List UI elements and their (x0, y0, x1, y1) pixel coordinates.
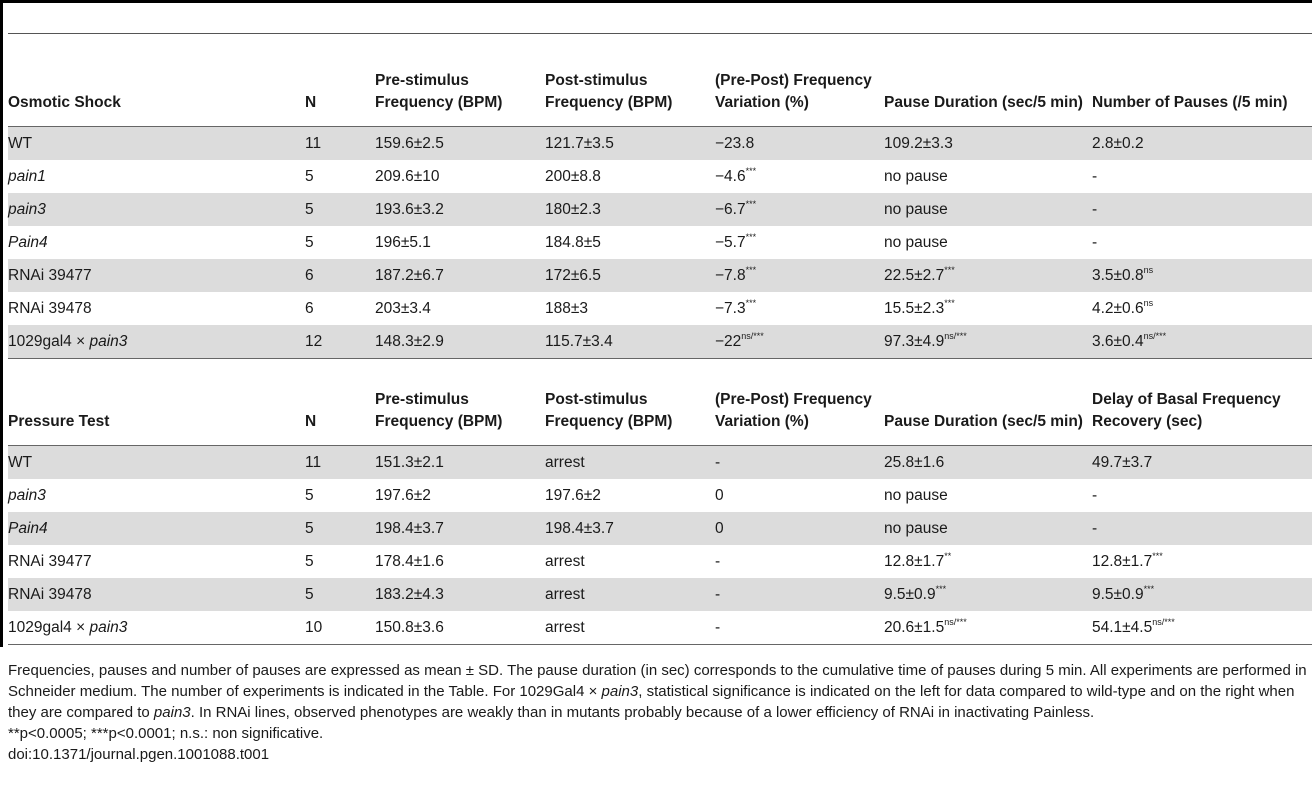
post-frequency-cell-text: 172±6.5 (545, 266, 601, 284)
pause-duration-cell-text: 109.2±3.3 (884, 134, 953, 152)
n-cell (305, 226, 375, 259)
genotype-cell-text: 1029gal4 × (8, 332, 90, 350)
genotype-cell (8, 578, 305, 611)
pause-duration-cell (884, 479, 1092, 512)
variation-cell (715, 226, 884, 259)
significance-mark: *** (745, 198, 757, 209)
n-cell (305, 512, 375, 545)
pause-count-cell-text: - (1092, 200, 1098, 218)
n-cell (305, 446, 375, 480)
pre-frequency-cell-text: 209.6±10 (375, 167, 440, 185)
pause-duration-cell-text: 97.3±4.9 (884, 332, 945, 350)
genotype-cell (8, 292, 305, 325)
genotype-cell (8, 193, 305, 226)
table-row (8, 193, 1312, 226)
table-row (8, 259, 1312, 292)
n-cell (305, 193, 375, 226)
table-row (8, 611, 1312, 645)
pre-frequency-cell-text: 151.3±2.1 (375, 453, 444, 471)
table-row (8, 479, 1312, 512)
pre-frequency-cell (375, 226, 545, 259)
genotype-cell (8, 512, 305, 545)
osmotic-shock-section (8, 40, 1312, 359)
header-cell: (Pre-Post) Frequency Variation (%) (715, 359, 884, 446)
variation-cell-text: −7.8 (715, 266, 746, 284)
table-row (8, 325, 1312, 359)
genotype-cell (8, 160, 305, 193)
recovery-delay-cell-text: 49.7±3.7 (1092, 453, 1153, 471)
pause-duration-cell-text: no pause (884, 200, 948, 218)
post-frequency-cell-text: 197.6±2 (545, 486, 601, 504)
pre-frequency-cell-text: 183.2±4.3 (375, 585, 444, 603)
variation-cell-text: - (715, 552, 721, 570)
genotype-cell-text: WT (8, 134, 33, 152)
table-row (8, 292, 1312, 325)
pre-frequency-cell-text: 203±3.4 (375, 299, 431, 317)
footnote-text: . In RNAi lines, observed phenotypes are weakly than in mutants probably because of a lower efficiency of RNAi in inactivating Painless. (190, 704, 1095, 721)
pressure-header-row (8, 359, 1312, 446)
n-cell (305, 259, 375, 292)
header-cell: Number of Pauses (/5 min) (1092, 40, 1312, 127)
significance-mark: ns/*** (1152, 616, 1175, 627)
variation-cell (715, 611, 884, 645)
variation-cell (715, 545, 884, 578)
table-row (8, 127, 1312, 161)
pre-frequency-cell (375, 259, 545, 292)
variation-cell (715, 160, 884, 193)
post-frequency-cell-text: arrest (545, 453, 585, 471)
footnote-italic: pain3 (601, 683, 639, 700)
recovery-delay-cell (1092, 611, 1312, 645)
n-cell-text: 5 (305, 167, 314, 185)
pause-duration-cell (884, 292, 1092, 325)
genotype-cell (8, 479, 305, 512)
pause-duration-cell (884, 512, 1092, 545)
post-frequency-cell (545, 446, 715, 480)
table-row (8, 226, 1312, 259)
n-cell (305, 292, 375, 325)
pause-count-cell-text: 3.6±0.4 (1092, 332, 1144, 350)
n-cell-text: 11 (305, 134, 322, 152)
footnote-significance: **p<0.0005; ***p<0.0001; n.s.: non significative. (8, 725, 324, 742)
genotype-cell-text: RNAi 39478 (8, 585, 92, 603)
pause-count-cell (1092, 325, 1312, 359)
header-cell: Post-stimulus Frequency (BPM) (545, 40, 715, 127)
genotype-cell (8, 259, 305, 292)
genotype-cell (8, 127, 305, 161)
post-frequency-cell (545, 545, 715, 578)
post-frequency-cell (545, 193, 715, 226)
recovery-delay-cell-text: 12.8±1.7 (1092, 552, 1153, 570)
pause-duration-cell-text: 22.5±2.7 (884, 266, 945, 284)
header-cell: (Pre-Post) Frequency Variation (%) (715, 40, 884, 127)
pre-frequency-cell (375, 578, 545, 611)
recovery-delay-cell-text: 9.5±0.9 (1092, 585, 1144, 603)
variation-cell-text: −23.8 (715, 134, 755, 152)
recovery-delay-cell (1092, 578, 1312, 611)
pause-count-cell (1092, 292, 1312, 325)
header-cell: Pause Duration (sec/5 min) (884, 359, 1092, 446)
genotype-cell (8, 226, 305, 259)
header-cell: N (305, 40, 375, 127)
post-frequency-cell (545, 259, 715, 292)
header-cell: Osmotic Shock (8, 40, 305, 127)
genotype-cell-text: 1029gal4 × (8, 618, 90, 636)
table-row (8, 512, 1312, 545)
table-row (8, 446, 1312, 480)
pre-frequency-cell (375, 292, 545, 325)
header-cell: Pause Duration (sec/5 min) (884, 40, 1092, 127)
genotype-cell-text: RNAi 39478 (8, 299, 92, 317)
header-cell: Pre-stimulus Frequency (BPM) (375, 359, 545, 446)
pause-count-cell (1092, 226, 1312, 259)
n-cell (305, 545, 375, 578)
post-frequency-cell-text: arrest (545, 585, 585, 603)
significance-mark: *** (944, 297, 955, 308)
header-cell: Post-stimulus Frequency (BPM) (545, 359, 715, 446)
pre-frequency-cell-text: 150.8±3.6 (375, 618, 444, 636)
post-frequency-cell-text: 115.7±3.4 (545, 332, 613, 350)
significance-mark: *** (745, 297, 757, 308)
variation-cell-text: −4.6 (715, 167, 746, 185)
left-border (0, 0, 3, 647)
post-frequency-cell (545, 325, 715, 359)
header-cell: N (305, 359, 375, 446)
significance-mark: *** (1143, 583, 1155, 594)
n-cell (305, 160, 375, 193)
post-frequency-cell-text: 180±2.3 (545, 200, 601, 218)
genotype-cell-text: WT (8, 453, 33, 471)
post-frequency-cell (545, 578, 715, 611)
pause-duration-cell (884, 259, 1092, 292)
genotype-cell-italic: pain3 (89, 332, 128, 350)
genotype-cell-text: RNAi 39477 (8, 266, 92, 284)
pause-duration-cell-text: 12.8±1.7 (884, 552, 945, 570)
table-row (8, 578, 1312, 611)
post-frequency-cell (545, 512, 715, 545)
pre-frequency-cell-text: 187.2±6.7 (375, 266, 444, 284)
pre-frequency-cell-text: 159.6±2.5 (375, 134, 444, 152)
pause-duration-cell-text: 15.5±2.3 (884, 299, 945, 317)
variation-cell-text: −6.7 (715, 200, 746, 218)
variation-cell-text: 0 (715, 519, 724, 537)
n-cell-text: 6 (305, 299, 314, 317)
pause-duration-cell (884, 611, 1092, 645)
variation-cell-text: −5.7 (715, 233, 746, 251)
variation-cell (715, 446, 884, 480)
pre-frequency-cell-text: 198.4±3.7 (375, 519, 444, 537)
header-cell: Pressure Test (8, 359, 305, 446)
table-row (8, 160, 1312, 193)
significance-mark: ns (1143, 297, 1154, 308)
pause-count-cell (1092, 160, 1312, 193)
n-cell (305, 578, 375, 611)
pause-duration-cell (884, 578, 1092, 611)
n-cell (305, 325, 375, 359)
variation-cell (715, 479, 884, 512)
pre-frequency-cell (375, 545, 545, 578)
variation-cell-text: - (715, 453, 721, 471)
pause-duration-cell-text: 9.5±0.9 (884, 585, 936, 603)
n-cell-text: 6 (305, 266, 314, 284)
n-cell-text: 5 (305, 519, 314, 537)
n-cell-text: 5 (305, 552, 314, 570)
n-cell-text: 11 (305, 453, 322, 471)
variation-cell-text: −22 (715, 332, 742, 350)
post-frequency-cell-text: arrest (545, 552, 585, 570)
pre-frequency-cell-text: 193.6±3.2 (375, 200, 444, 218)
recovery-delay-cell (1092, 512, 1312, 545)
footnote-text: Frequencies, pauses and number of pauses are expressed as mean ± SD. The pause duration (in sec) corresponds to the cumulative time of pauses during 5 min. All experiments are performed in Schneider medium. The number of experiments is indicated in the Table. For 1029Gal4 × (8, 662, 1307, 700)
genotype-cell-italic: pain1 (8, 167, 46, 185)
pressure-test-section (8, 359, 1312, 645)
pre-frequency-cell (375, 160, 545, 193)
variation-cell-text: - (715, 585, 721, 603)
genotype-cell (8, 446, 305, 480)
post-frequency-cell (545, 226, 715, 259)
genotype-cell (8, 545, 305, 578)
n-cell-text: 5 (305, 585, 314, 603)
n-cell-text: 12 (305, 332, 323, 350)
recovery-delay-cell-text: 54.1±4.5 (1092, 618, 1153, 636)
footnote-text: , statistical significance is indicated on the left for data compared to wild-type and on the right when they are compared to (8, 683, 1295, 721)
pause-duration-cell (884, 545, 1092, 578)
pause-duration-cell (884, 127, 1092, 161)
pre-frequency-cell (375, 127, 545, 161)
significance-mark: ns/*** (944, 616, 967, 627)
n-cell (305, 611, 375, 645)
table-top-rule (8, 33, 1312, 34)
top-border (0, 0, 1312, 3)
pause-duration-cell-text: no pause (884, 486, 948, 504)
variation-cell (715, 512, 884, 545)
pause-duration-cell (884, 446, 1092, 480)
post-frequency-cell (545, 160, 715, 193)
pre-frequency-cell (375, 512, 545, 545)
post-frequency-cell-text: 200±8.8 (545, 167, 601, 185)
genotype-cell-italic: pain3 (8, 486, 46, 504)
n-cell-text: 5 (305, 233, 314, 251)
recovery-delay-cell (1092, 446, 1312, 480)
pre-frequency-cell-text: 197.6±2 (375, 486, 431, 504)
recovery-delay-cell-text: - (1092, 519, 1098, 537)
variation-cell-text: - (715, 618, 721, 636)
variation-cell (715, 127, 884, 161)
significance-mark: ** (944, 550, 952, 561)
pre-frequency-cell (375, 193, 545, 226)
post-frequency-cell-text: 184.8±5 (545, 233, 601, 251)
pause-count-cell-text: 3.5±0.8 (1092, 266, 1144, 284)
variation-cell (715, 578, 884, 611)
pause-count-cell-text: - (1092, 233, 1098, 251)
header-cell: Delay of Basal Frequency Recovery (sec) (1092, 359, 1312, 446)
pre-frequency-cell (375, 446, 545, 480)
significance-mark: ns (1143, 264, 1154, 275)
genotype-cell (8, 611, 305, 645)
osmotic-header-row (8, 40, 1312, 127)
pause-count-cell-text: 4.2±0.6 (1092, 299, 1144, 317)
footnote-doi: doi:10.1371/journal.pgen.1001088.t001 (8, 746, 270, 763)
post-frequency-cell-text: arrest (545, 618, 585, 636)
pause-duration-cell-text: no pause (884, 167, 948, 185)
genotype-cell-italic: pain3 (89, 618, 128, 636)
genotype-cell-italic: Pain4 (8, 233, 48, 251)
pre-frequency-cell-text: 196±5.1 (375, 233, 431, 251)
pause-duration-cell (884, 325, 1092, 359)
n-cell-text: 5 (305, 200, 314, 218)
significance-mark: ns/*** (741, 330, 764, 341)
recovery-delay-cell (1092, 479, 1312, 512)
significance-mark: ns/*** (1143, 330, 1167, 341)
post-frequency-cell-text: 121.7±3.5 (545, 134, 614, 152)
pause-duration-cell-text: no pause (884, 233, 948, 251)
post-frequency-cell (545, 479, 715, 512)
significance-mark: *** (1152, 550, 1163, 561)
pre-frequency-cell-text: 178.4±1.6 (375, 552, 444, 570)
pause-duration-cell (884, 160, 1092, 193)
significance-mark: *** (745, 165, 757, 176)
genotype-cell (8, 325, 305, 359)
pause-duration-cell-text: 20.6±1.5 (884, 618, 945, 636)
pre-frequency-cell (375, 611, 545, 645)
genotype-cell-text: RNAi 39477 (8, 552, 92, 570)
variation-cell-text: 0 (715, 486, 724, 504)
variation-cell (715, 259, 884, 292)
pause-count-cell-text: - (1092, 167, 1098, 185)
genotype-cell-italic: Pain4 (8, 519, 48, 537)
post-frequency-cell (545, 292, 715, 325)
post-frequency-cell (545, 127, 715, 161)
post-frequency-cell-text: 188±3 (545, 299, 588, 317)
variation-cell (715, 193, 884, 226)
significance-mark: *** (935, 583, 947, 594)
genotype-cell-italic: pain3 (8, 200, 46, 218)
significance-mark: *** (745, 264, 757, 275)
table-row (8, 545, 1312, 578)
pause-count-cell (1092, 127, 1312, 161)
significance-mark: ns/*** (944, 330, 967, 341)
significance-mark: *** (944, 264, 955, 275)
footnote-description (8, 660, 1312, 723)
n-cell-text: 5 (305, 486, 314, 504)
n-cell-text: 10 (305, 618, 323, 636)
pre-frequency-cell (375, 479, 545, 512)
pre-frequency-cell-text: 148.3±2.9 (375, 332, 444, 350)
footnote-italic: pain3 (153, 704, 191, 721)
variation-cell-text: −7.3 (715, 299, 746, 317)
pause-duration-cell (884, 193, 1092, 226)
pause-count-cell (1092, 193, 1312, 226)
recovery-delay-cell (1092, 545, 1312, 578)
results-table (8, 40, 1312, 645)
pause-count-cell (1092, 259, 1312, 292)
post-frequency-cell (545, 611, 715, 645)
n-cell (305, 127, 375, 161)
post-frequency-cell-text: 198.4±3.7 (545, 519, 614, 537)
significance-mark: *** (745, 231, 757, 242)
pause-duration-cell-text: no pause (884, 519, 948, 537)
pause-duration-cell (884, 226, 1092, 259)
variation-cell (715, 292, 884, 325)
pause-duration-cell-text: 25.8±1.6 (884, 453, 945, 471)
pre-frequency-cell (375, 325, 545, 359)
table-footnotes (8, 660, 1312, 765)
variation-cell (715, 325, 884, 359)
header-cell: Pre-stimulus Frequency (BPM) (375, 40, 545, 127)
recovery-delay-cell-text: - (1092, 486, 1098, 504)
pause-count-cell-text: 2.8±0.2 (1092, 134, 1144, 152)
n-cell (305, 479, 375, 512)
